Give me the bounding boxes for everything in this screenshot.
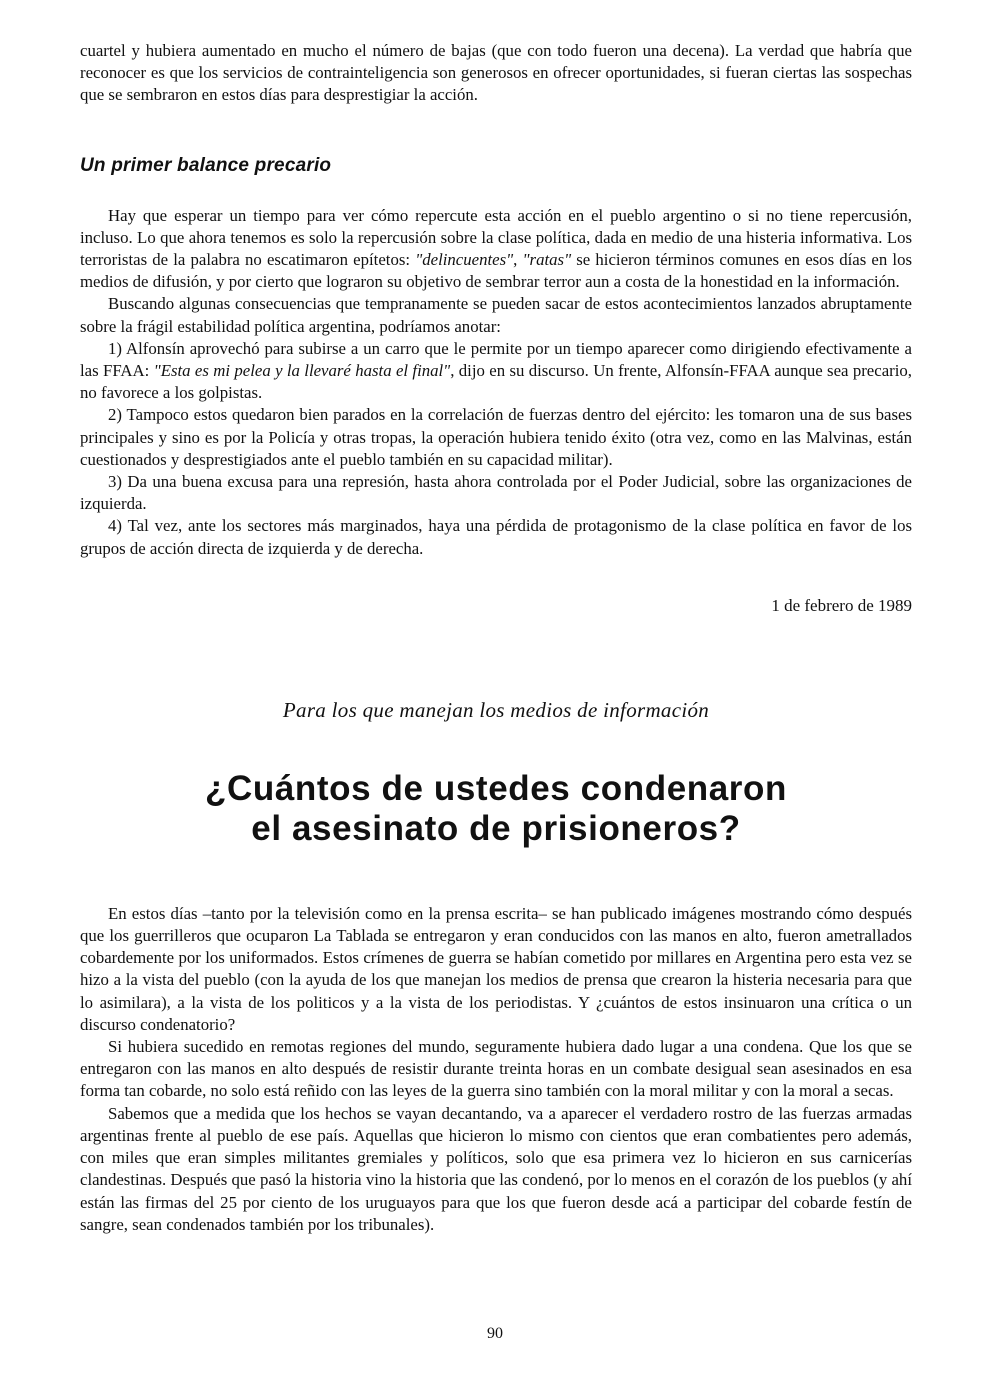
article-paragraph-1: En estos días –tanto por la televisión como en la prensa escrita– se han publicado imágenes mostrando cómo después que los guerrilleros que ocuparon La Tablada se entregaron y eran conducidos con las manos en alto, fueron ametrallados cobardemente por los uniformados. Estos crímenes de guerra se habían cometido por millares en Argentina pero esta vez se hizo a la vista del pueblo (con la ayuda de los que manejan los medios de prensa que crearon la histeria necesaria para que lo asimilara), a la vista de los politicos y a la vista de los periodistas. Y ¿cuántos de estos insinuaron una crítica o un discurso condenatorio? (80, 903, 912, 1034)
article-paragraph-3: Sabemos que a medida que los hechos se vayan decantando, va a aparecer el verdadero rostro de las fuerzas armadas argentinas frente al pueblo de ese país. Aquellas que hicieron lo mismo con cientos que eran combatientes pero además, con miles que eran simples militantes gremiales y políticos, solo que esa primera vez lo hicieron en sus carnicerías clandestinas. Después que pasó la historia vino la historia que las condenó, por lo menos en el corazón de los pueblos (y ahí están las firmas del 25 por ciento de los uruguayos para que los que fueron desde acá a participar del cobarde festín de sangre, sean condenados también por los tribunales). (80, 1103, 912, 1234)
page-number: 90 (487, 1325, 503, 1342)
paragraph-text: Hay que esperar un tiempo para ver cómo repercute esta acción en el pueblo argentino o si no tiene repercusión, incluso. Lo que ahora tenemos es solo la repercusión sobre la clase política, dada en medio de una histeria informativa. Los terroristas de la palabra no escatimaron epítetos: (80, 205, 912, 270)
section-paragraph-2: Buscando algunas consecuencias que tempranamente se pueden sacar de estos acontecimientos lanzados abruptamente sobre la frágil estabilidad política argentina, podríamos anotar: (80, 294, 912, 336)
title-line-2: el asesinato de prisioneros? (251, 808, 741, 848)
article-paragraph-2: Si hubiera sucedido en remotas regiones del mundo, seguramente hubiera dado lugar a una condena. Que los que se entregaron con las manos en alto después de resistir durante treinta horas en un combate desigual sean asesinados en esa forma tan cobarde, no solo está reñido con las leyes de la guerra sino también con la moral militar y con la moral a secas. (80, 1037, 912, 1101)
list-item-4: 4) Tal vez, ante los sectores más marginados, haya una pérdida de protagonismo de la clase política en favor de los grupos de acción directa de izquierda y de derecha. (80, 516, 912, 558)
article-title (80, 769, 912, 849)
article-date: 1 de febrero de 1989 (771, 595, 912, 615)
quote-ratas: "ratas" (522, 250, 572, 270)
quote-separator: , (513, 250, 523, 270)
section-heading: Un primer balance precario (80, 154, 332, 176)
quote-alfonsin: "Esta es mi pelea y la llevaré hasta el final" (153, 361, 451, 381)
opening-paragraph: cuartel y hubiera aumentado en mucho el número de bajas (que con todo fueron una decena). La verdad que habría que reconocer es que los servicios de contrainteligencia son generosos en ofrecer oportunidades, si fueran ciertas las sospechas que se sembraron en estos días para desprestigiar la acción. (80, 41, 912, 105)
paragraph-text: se hicieron términos comunes en esos días en los medios de difusión, y por cierto que lograron su objetivo de sembrar terror aun a costa de la honestidad en la información. (80, 250, 913, 292)
section-paragraph-1 (80, 205, 912, 294)
list-item-2: 2) Tampoco estos quedaron bien parados en la correlación de fuerzas dentro del ejército: les tomaron una de sus bases principales y sino es por la Policía y otras tropas, la operación hubiera tenido éxito (otra vez, como en las Malvinas, están cuestionados y desprestigiados ante el pueblo también en su capacidad militar). (80, 405, 912, 469)
list-item-3: 3) Da una buena excusa para una represión, hasta ahora controlada por el Poder Judicial, sobre las organizaciones de izquierda. (80, 472, 912, 514)
quote-delincuentes: "delincuentes" (415, 250, 514, 270)
title-line-1: ¿Cuántos de ustedes condenaron (205, 768, 787, 808)
list-item-1 (80, 338, 912, 405)
list-item-text: , dijo en su discurso. Un frente, Alfonsín-FFAA aunque sea precario, no favorece a los golpistas. (80, 361, 912, 403)
article-kicker: Para los que manejan los medios de información (282, 697, 710, 722)
list-item-text: 1) Alfonsín aprovechó para subirse a un carro que le permite por un tiempo aparecer como dirigiendo efectivamente a las FFAA: (80, 338, 912, 381)
document-page (80, 40, 912, 1236)
